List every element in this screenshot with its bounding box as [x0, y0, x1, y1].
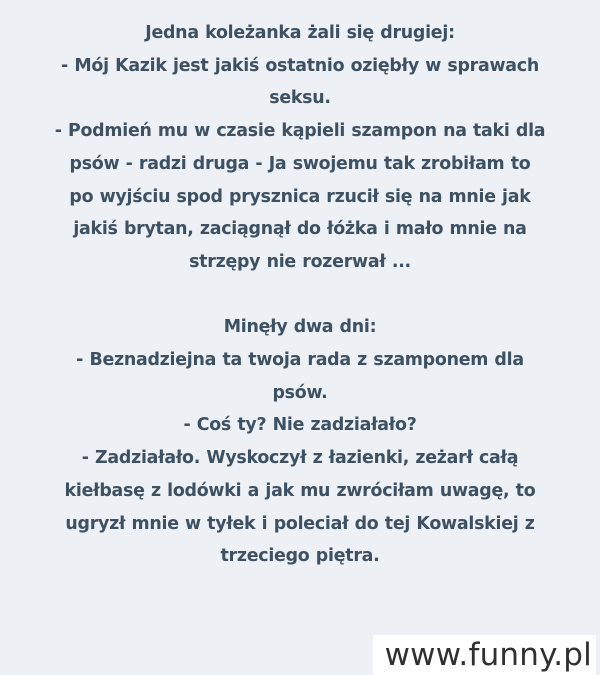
joke-line: strzępy nie rozerwał ...: [189, 251, 411, 272]
joke-line: psów - radzi druga - Ja swojemu tak zrobiłam to: [69, 153, 531, 174]
joke-line: ugryzł mnie w tyłek i poleciał do tej Kowalskiej z: [65, 513, 535, 534]
joke-line: Jedna koleżanka żali się drugiej:: [145, 23, 455, 43]
joke-line: trzeciego piętra.: [220, 546, 380, 567]
joke-line: seksu.: [269, 88, 331, 109]
joke-line: - Beznadziejna ta twoja rada z szamponem dla: [76, 350, 524, 371]
joke-line: - Mój Kazik jest jakiś ostatnio oziębły w sprawach: [61, 55, 539, 76]
joke-line: kiełbasę z lodówki a jak mu zwróciłam uwagę, to: [64, 480, 536, 501]
joke-line: jakiś brytan, zaciągnął do łóżka i mało mnie na: [73, 219, 527, 240]
joke-line: - Podmień mu w czasie kąpieli szampon na taki dla: [54, 121, 546, 142]
joke-line: - Coś ty? Nie zadziałało?: [183, 415, 417, 436]
joke-line: psów.: [272, 382, 328, 403]
joke-text: [6, 17, 594, 573]
joke-line: Minęły dwa dni:: [223, 317, 377, 338]
site-watermark: www.funny.pl: [373, 635, 596, 675]
joke-line: po wyjściu spod prysznica rzucił się na mnie jak: [69, 186, 531, 207]
joke-line: - Zadziałało. Wyskoczył z łazienki, zeżarł całą: [81, 448, 519, 469]
paragraph-gap: [6, 279, 594, 312]
